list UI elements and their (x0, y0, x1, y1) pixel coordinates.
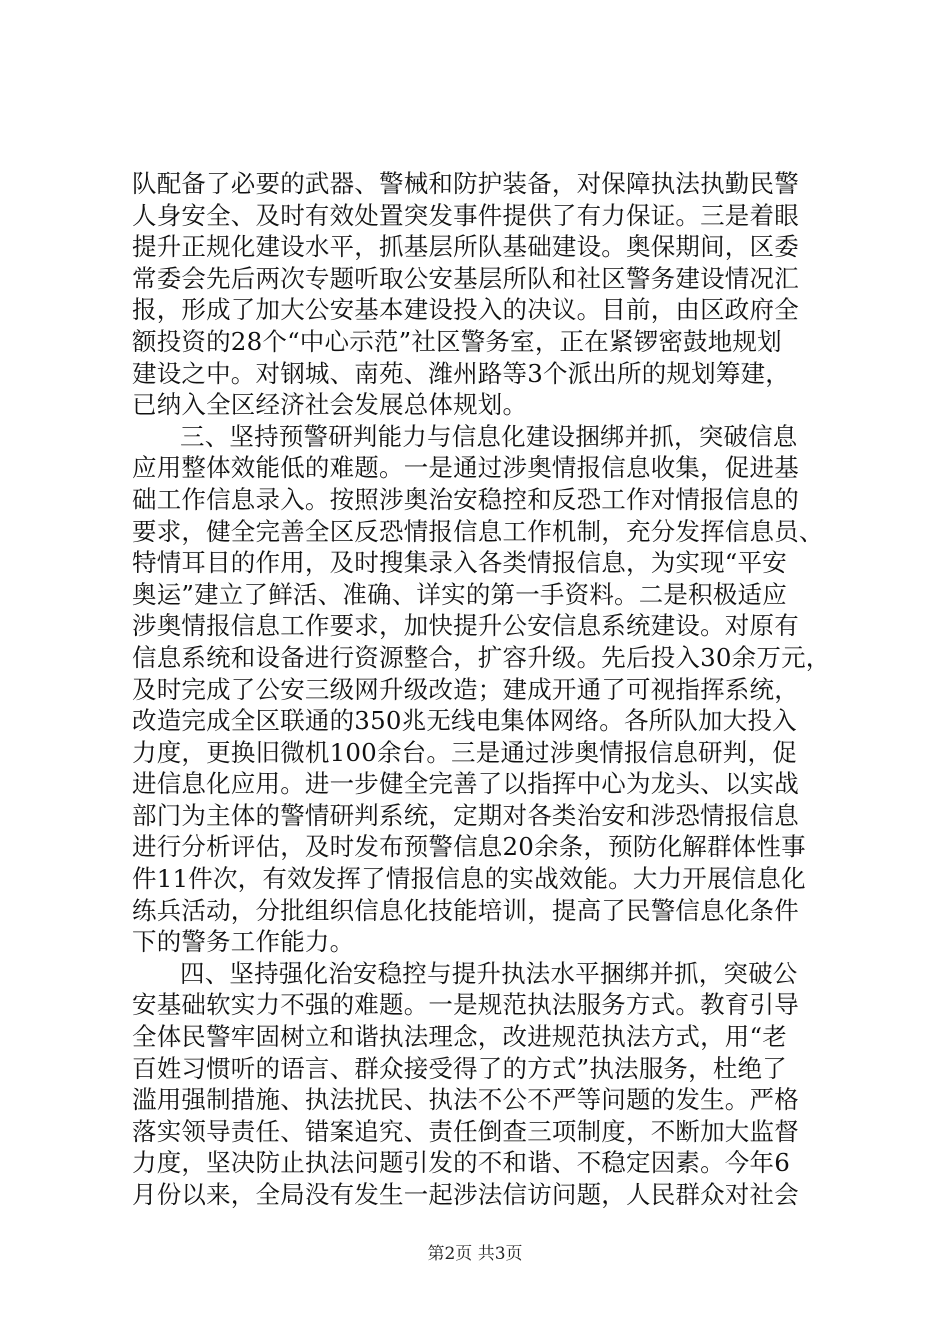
page-number-footer: 第2页 共3页 (427, 1244, 523, 1264)
text-line: 月份以来，全局没有发生一起涉法信访问题，人民群众对社会 (132, 1180, 799, 1209)
text-line: 百姓习惯听的语言、群众接受得了的方式”执法服务，杜绝了 (132, 1053, 787, 1083)
paragraph-start-line: 四、坚持强化治安稳控与提升执法水平捆绑并抓，突破公 (180, 958, 798, 988)
document-body (132, 168, 832, 1211)
text-line: 力度，更换旧微机100余台。三是通过涉奥情报信息研判，促 (132, 737, 797, 767)
text-line: 报，形成了加大公安基本建设投入的决议。目前，由区政府全 (132, 295, 799, 325)
text-line: 进信息化应用。进一步健全完善了以指挥中心为龙头、以实战 (132, 769, 799, 799)
text-line: 队配备了必要的武器、警械和防护装备，对保障执法执勤民警 (132, 169, 799, 198)
text-line: 建设之中。对钢城、南苑、潍州路等3个派出所的规划筹建， (132, 358, 790, 388)
text-line: 特情耳目的作用，及时搜集录入各类情报信息，为实现“平安 (132, 548, 787, 578)
text-line: 练兵活动，分批组织信息化技能培训，提高了民警信息化条件 (132, 895, 799, 925)
text-line: 件11件次，有效发挥了情报信息的实战效能。大力开展信息化 (132, 864, 806, 894)
text-line: 应用整体效能低的难题。一是通过涉奥情报信息收集，促进基 (132, 453, 799, 483)
text-line: 下的警务工作能力。 (132, 927, 355, 957)
text-line: 全体民警牢固树立和谐执法理念，改进规范执法方式，用“老 (132, 1022, 787, 1052)
text-line: 滥用强制措施、执法扰民、执法不公不严等问题的发生。严格 (132, 1085, 799, 1115)
text-line: 提升正规化建设水平，抓基层所队基础建设。奥保期间，区委 (132, 232, 799, 262)
text-line: 改造完成全区联通的350兆无线电集体网络。各所队加大投入 (132, 706, 797, 736)
text-line: 础工作信息录入。按照涉奥治安稳控和反恐工作对情报信息的 (132, 484, 799, 514)
text-line: 力度，坚决防止执法问题引发的不和谐、不稳定因素。今年6 (132, 1148, 790, 1178)
text-line: 已纳入全区经济社会发展总体规划。 (132, 390, 528, 420)
text-line: 及时完成了公安三级网升级改造；建成开通了可视指挥系统， (132, 674, 799, 704)
text-line: 额投资的28个“中心示范”社区警务室，正在紧锣密鼓地规划 (132, 326, 782, 356)
text-line: 要求，健全完善全区反恐情报信息工作机制，充分发挥信息员、 (132, 516, 824, 546)
text-line: 部门为主体的警情研判系统，定期对各类治安和涉恐情报信息 (132, 800, 799, 830)
text-line: 安基础软实力不强的难题。一是规范执法服务方式。教育引导 (132, 990, 799, 1020)
text-line: 进行分析评估，及时发布预警信息20余条，预防化解群体性事 (132, 832, 806, 862)
text-line: 涉奥情报信息工作要求，加快提升公安信息系统建设。对原有 (132, 611, 799, 641)
text-line: 人身安全、及时有效处置突发事件提供了有力保证。三是着眼 (132, 200, 799, 230)
paragraph-start-line: 三、坚持预警研判能力与信息化建设捆绑并抓，突破信息 (180, 421, 798, 451)
text-line: 落实领导责任、错案追究、责任倒查三项制度，不断加大监督 (132, 1116, 799, 1146)
text-line: 常委会先后两次专题听取公安基层所队和社区警务建设情况汇 (132, 263, 799, 293)
text-line: 奥运”建立了鲜活、准确、详实的第一手资料。二是积极适应 (132, 579, 787, 609)
text-line: 信息系统和设备进行资源整合，扩容升级。先后投入30余万元， (132, 642, 831, 672)
